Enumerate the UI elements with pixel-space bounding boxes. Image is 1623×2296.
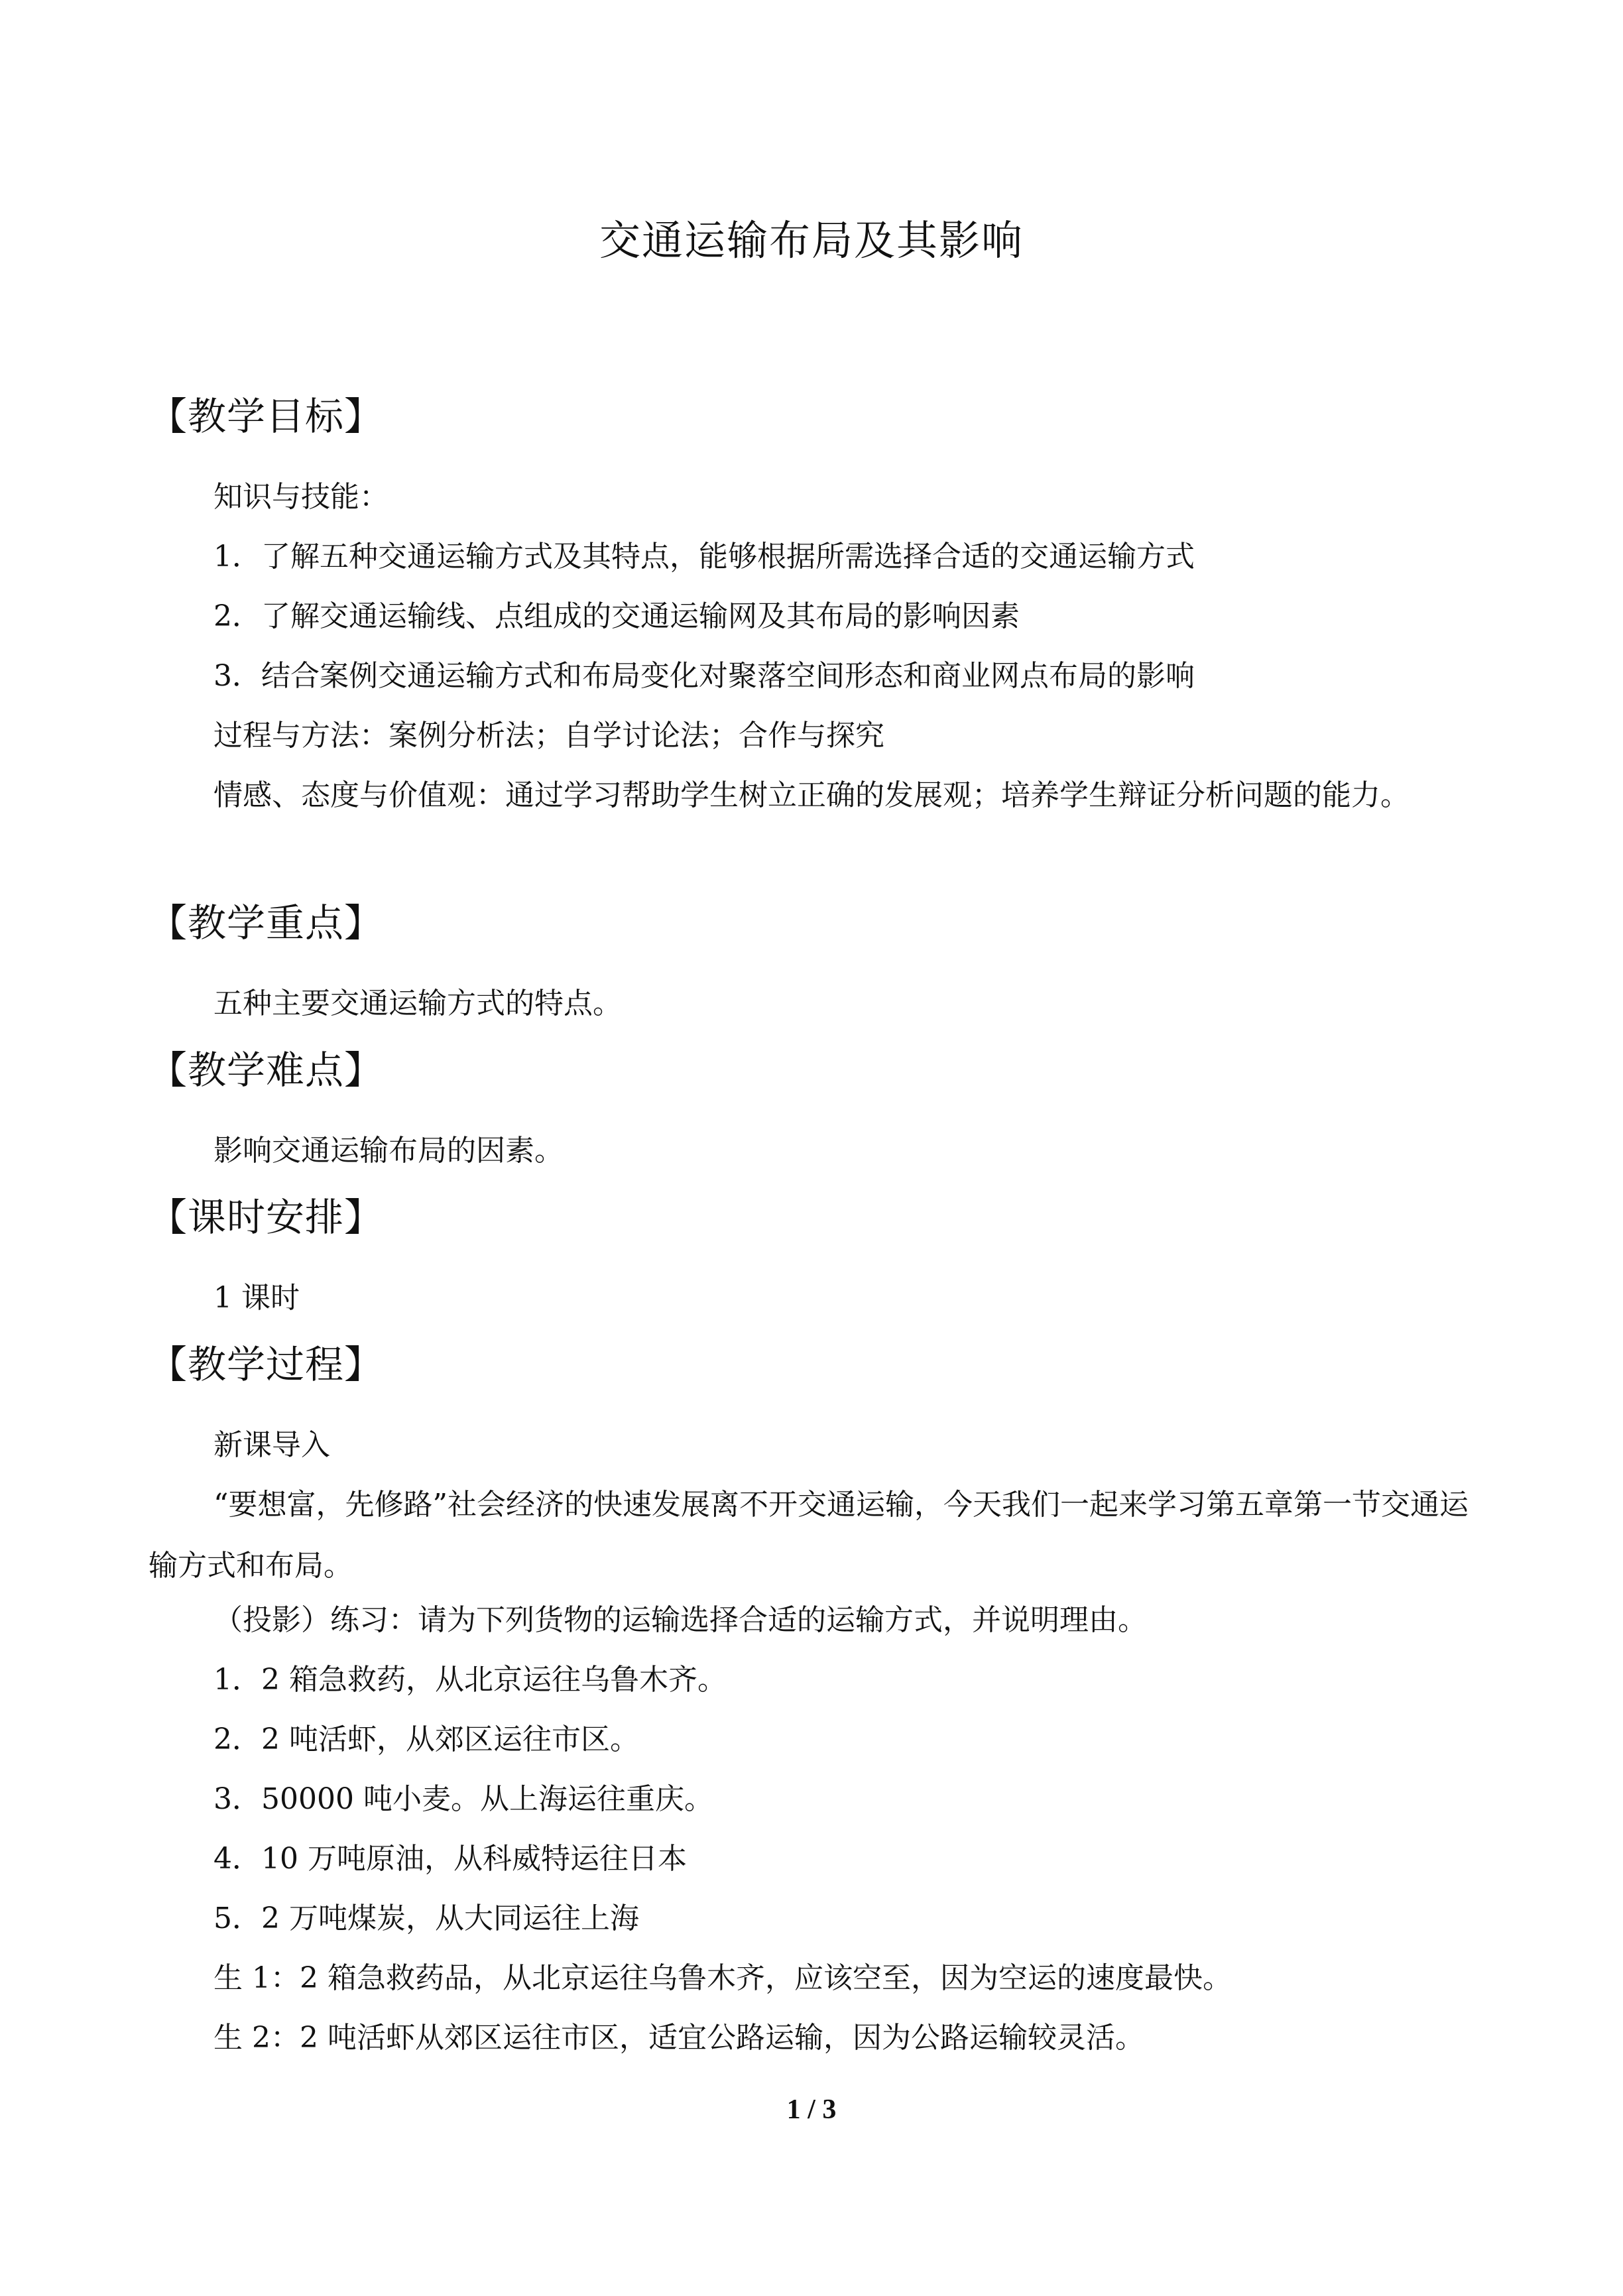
objective-item-2: 2．了解交通运输线、点组成的交通运输网及其布局的影响因素	[213, 599, 1020, 633]
heading-process: 【教学过程】	[149, 1342, 384, 1387]
key-points-text: 五种主要交通运输方式的特点。	[213, 987, 622, 1020]
cargo-item-4: 4．10 万吨原油，从科威特运往日本	[213, 1842, 687, 1876]
cargo-item-5: 5．2 万吨煤炭，从大同运往上海	[213, 1902, 639, 1935]
process-methods: 过程与方法：案例分析法；自学讨论法；合作与探究	[213, 719, 884, 753]
intro-label: 新课导入	[213, 1428, 330, 1462]
student-answer-1: 生 1：2 箱急救药品，从北京运往乌鲁木齐，应该空至，因为空运的速度最快。	[213, 1961, 1232, 1995]
document-title: 交通运输布局及其影响	[599, 216, 1024, 265]
student-answer-2: 生 2：2 吨活虾从郊区运往市区，适宜公路运输，因为公路运输较灵活。	[213, 2021, 1144, 2055]
objective-item-1: 1．了解五种交通运输方式及其特点，能够根据所需选择合适的交通运输方式	[213, 540, 1195, 574]
intro-text: “要想富，先修路”社会经济的快速发展离不开交通运输，今天我们一起来学习第五章第一节交通运输方式和布局。	[149, 1488, 1469, 1583]
heading-objectives: 【教学目标】	[149, 394, 384, 439]
cargo-item-2: 2．2 吨活虾，从郊区运往市区。	[213, 1722, 639, 1756]
emotion-values: 情感、态度与价值观：通过学习帮助学生树立正确的发展观；培养学生辩证分析问题的能力。	[213, 778, 1410, 812]
schedule-text: 1 课时	[213, 1281, 300, 1315]
objective-item-3: 3．结合案例交通运输方式和布局变化对聚落空间形态和商业网点布局的影响	[213, 659, 1195, 693]
heading-key-points: 【教学重点】	[149, 900, 384, 945]
cargo-item-1: 1．2 箱急救药，从北京运往乌鲁木齐。	[213, 1663, 727, 1697]
cargo-item-3: 3．50000 吨小麦。从上海运往重庆。	[213, 1782, 713, 1816]
difficulties-text: 影响交通运输布局的因素。	[213, 1134, 564, 1168]
knowledge-label: 知识与技能：	[213, 480, 389, 514]
heading-difficulties: 【教学难点】	[149, 1048, 384, 1093]
heading-schedule: 【课时安排】	[149, 1195, 384, 1240]
page-number: 1 / 3	[786, 2094, 837, 2125]
exercise-text: （投影）练习：请为下列货物的运输选择合适的运输方式，并说明理由。	[213, 1603, 1147, 1637]
